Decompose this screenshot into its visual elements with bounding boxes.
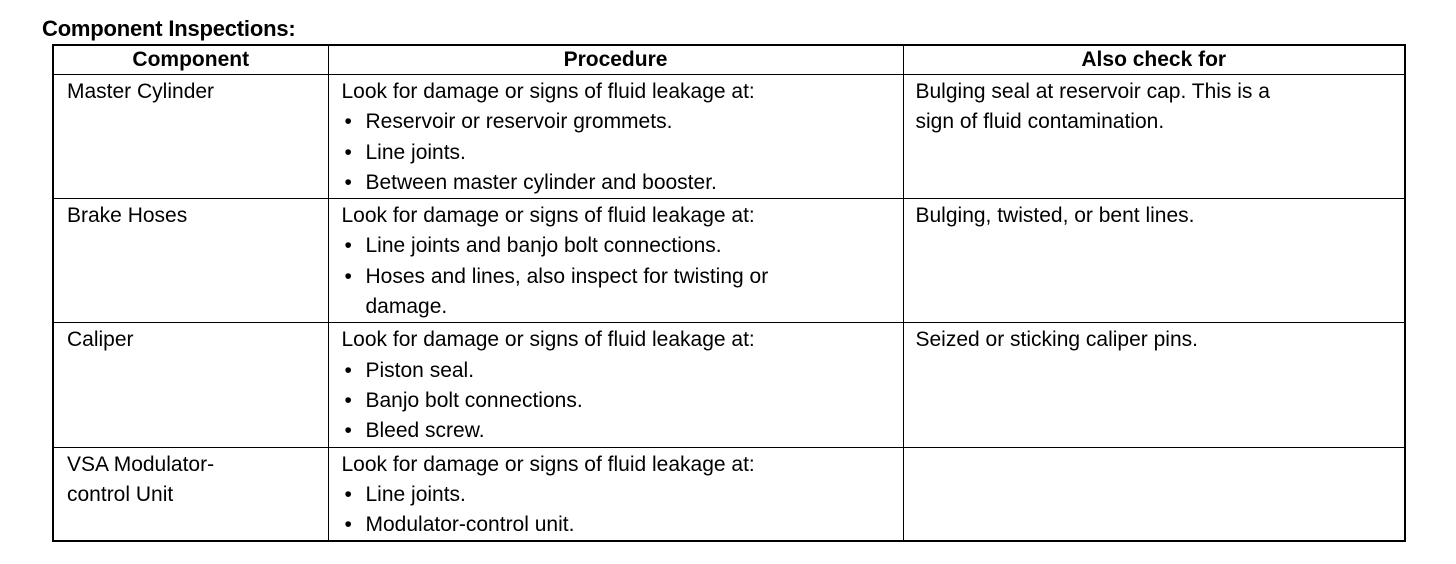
procedure-list [342, 356, 903, 447]
list-item: • Piston seal. [342, 356, 903, 386]
column-header-component: Component [53, 45, 328, 75]
list-item: • Between master cylinder and booster. [342, 168, 903, 198]
component-name: Master Cylinder [67, 80, 215, 103]
procedure-cell [328, 75, 903, 199]
procedure-cell [328, 199, 903, 323]
also-check-cell [903, 199, 1405, 323]
also-check-cell [903, 447, 1405, 541]
table-row [53, 199, 1405, 323]
bullet-icon: • [344, 170, 352, 194]
bullet-icon: • [344, 482, 352, 506]
bullet-icon: • [344, 513, 352, 537]
component-name: Brake Hoses [67, 204, 188, 228]
list-item: • Modulator-control unit. [342, 510, 903, 540]
column-header-also-check-for: Also check for [903, 45, 1405, 75]
component-inspections-table [52, 44, 1406, 542]
list-item: • Reservoir or reservoir grommets. [342, 107, 903, 137]
bullet-icon: • [344, 388, 352, 412]
page-title: Component Inspections: [42, 16, 296, 41]
procedure-intro: Look for damage or signs of fluid leakage at: [341, 204, 755, 228]
list-item: • Line joints. [342, 480, 903, 510]
list-item: • Line joints and banjo bolt connections. [342, 231, 903, 261]
procedure-intro: Look for damage or signs of fluid leakage at: [341, 80, 755, 103]
procedure-cell [328, 323, 903, 447]
list-item: • Banjo bolt connections. [342, 386, 903, 416]
list-item: • Hoses and lines, also inspect for twisting or damage. [342, 262, 903, 323]
bullet-icon: • [344, 140, 352, 164]
column-header-procedure: Procedure [328, 45, 903, 75]
component-name: VSA Modulator- [67, 452, 215, 476]
component-name: Caliper [67, 328, 134, 352]
component-cell [53, 75, 328, 199]
procedure-cell [328, 447, 903, 541]
also-check-cell [903, 323, 1405, 447]
procedure-list [342, 231, 903, 322]
procedure-intro: Look for damage or signs of fluid leakage at: [341, 328, 755, 352]
component-cell [53, 447, 328, 541]
procedure-list [342, 480, 903, 541]
component-name: control Unit [67, 482, 174, 506]
bullet-icon: • [344, 419, 352, 443]
table-header-row [53, 45, 1405, 75]
also-check-cell [903, 75, 1405, 199]
bullet-icon: • [344, 234, 352, 258]
list-item: • Bleed screw. [342, 416, 903, 446]
list-item: • Line joints. [342, 138, 903, 168]
procedure-intro: Look for damage or signs of fluid leakage at: [341, 452, 755, 476]
table-row [53, 447, 1405, 541]
component-cell [53, 323, 328, 447]
also-check-text: Seized or sticking caliper pins. [915, 328, 1198, 352]
bullet-icon: • [344, 264, 352, 288]
also-check-text: sign of fluid contamination. [915, 110, 1165, 134]
bullet-icon: • [344, 358, 352, 382]
also-check-text: Bulging seal at reservoir cap. This is a [915, 80, 1270, 103]
table-row [53, 75, 1405, 199]
procedure-list [342, 107, 903, 198]
bullet-icon: • [344, 110, 352, 134]
table-row [53, 323, 1405, 447]
component-cell [53, 199, 328, 323]
also-check-text: Bulging, twisted, or bent lines. [915, 204, 1195, 228]
